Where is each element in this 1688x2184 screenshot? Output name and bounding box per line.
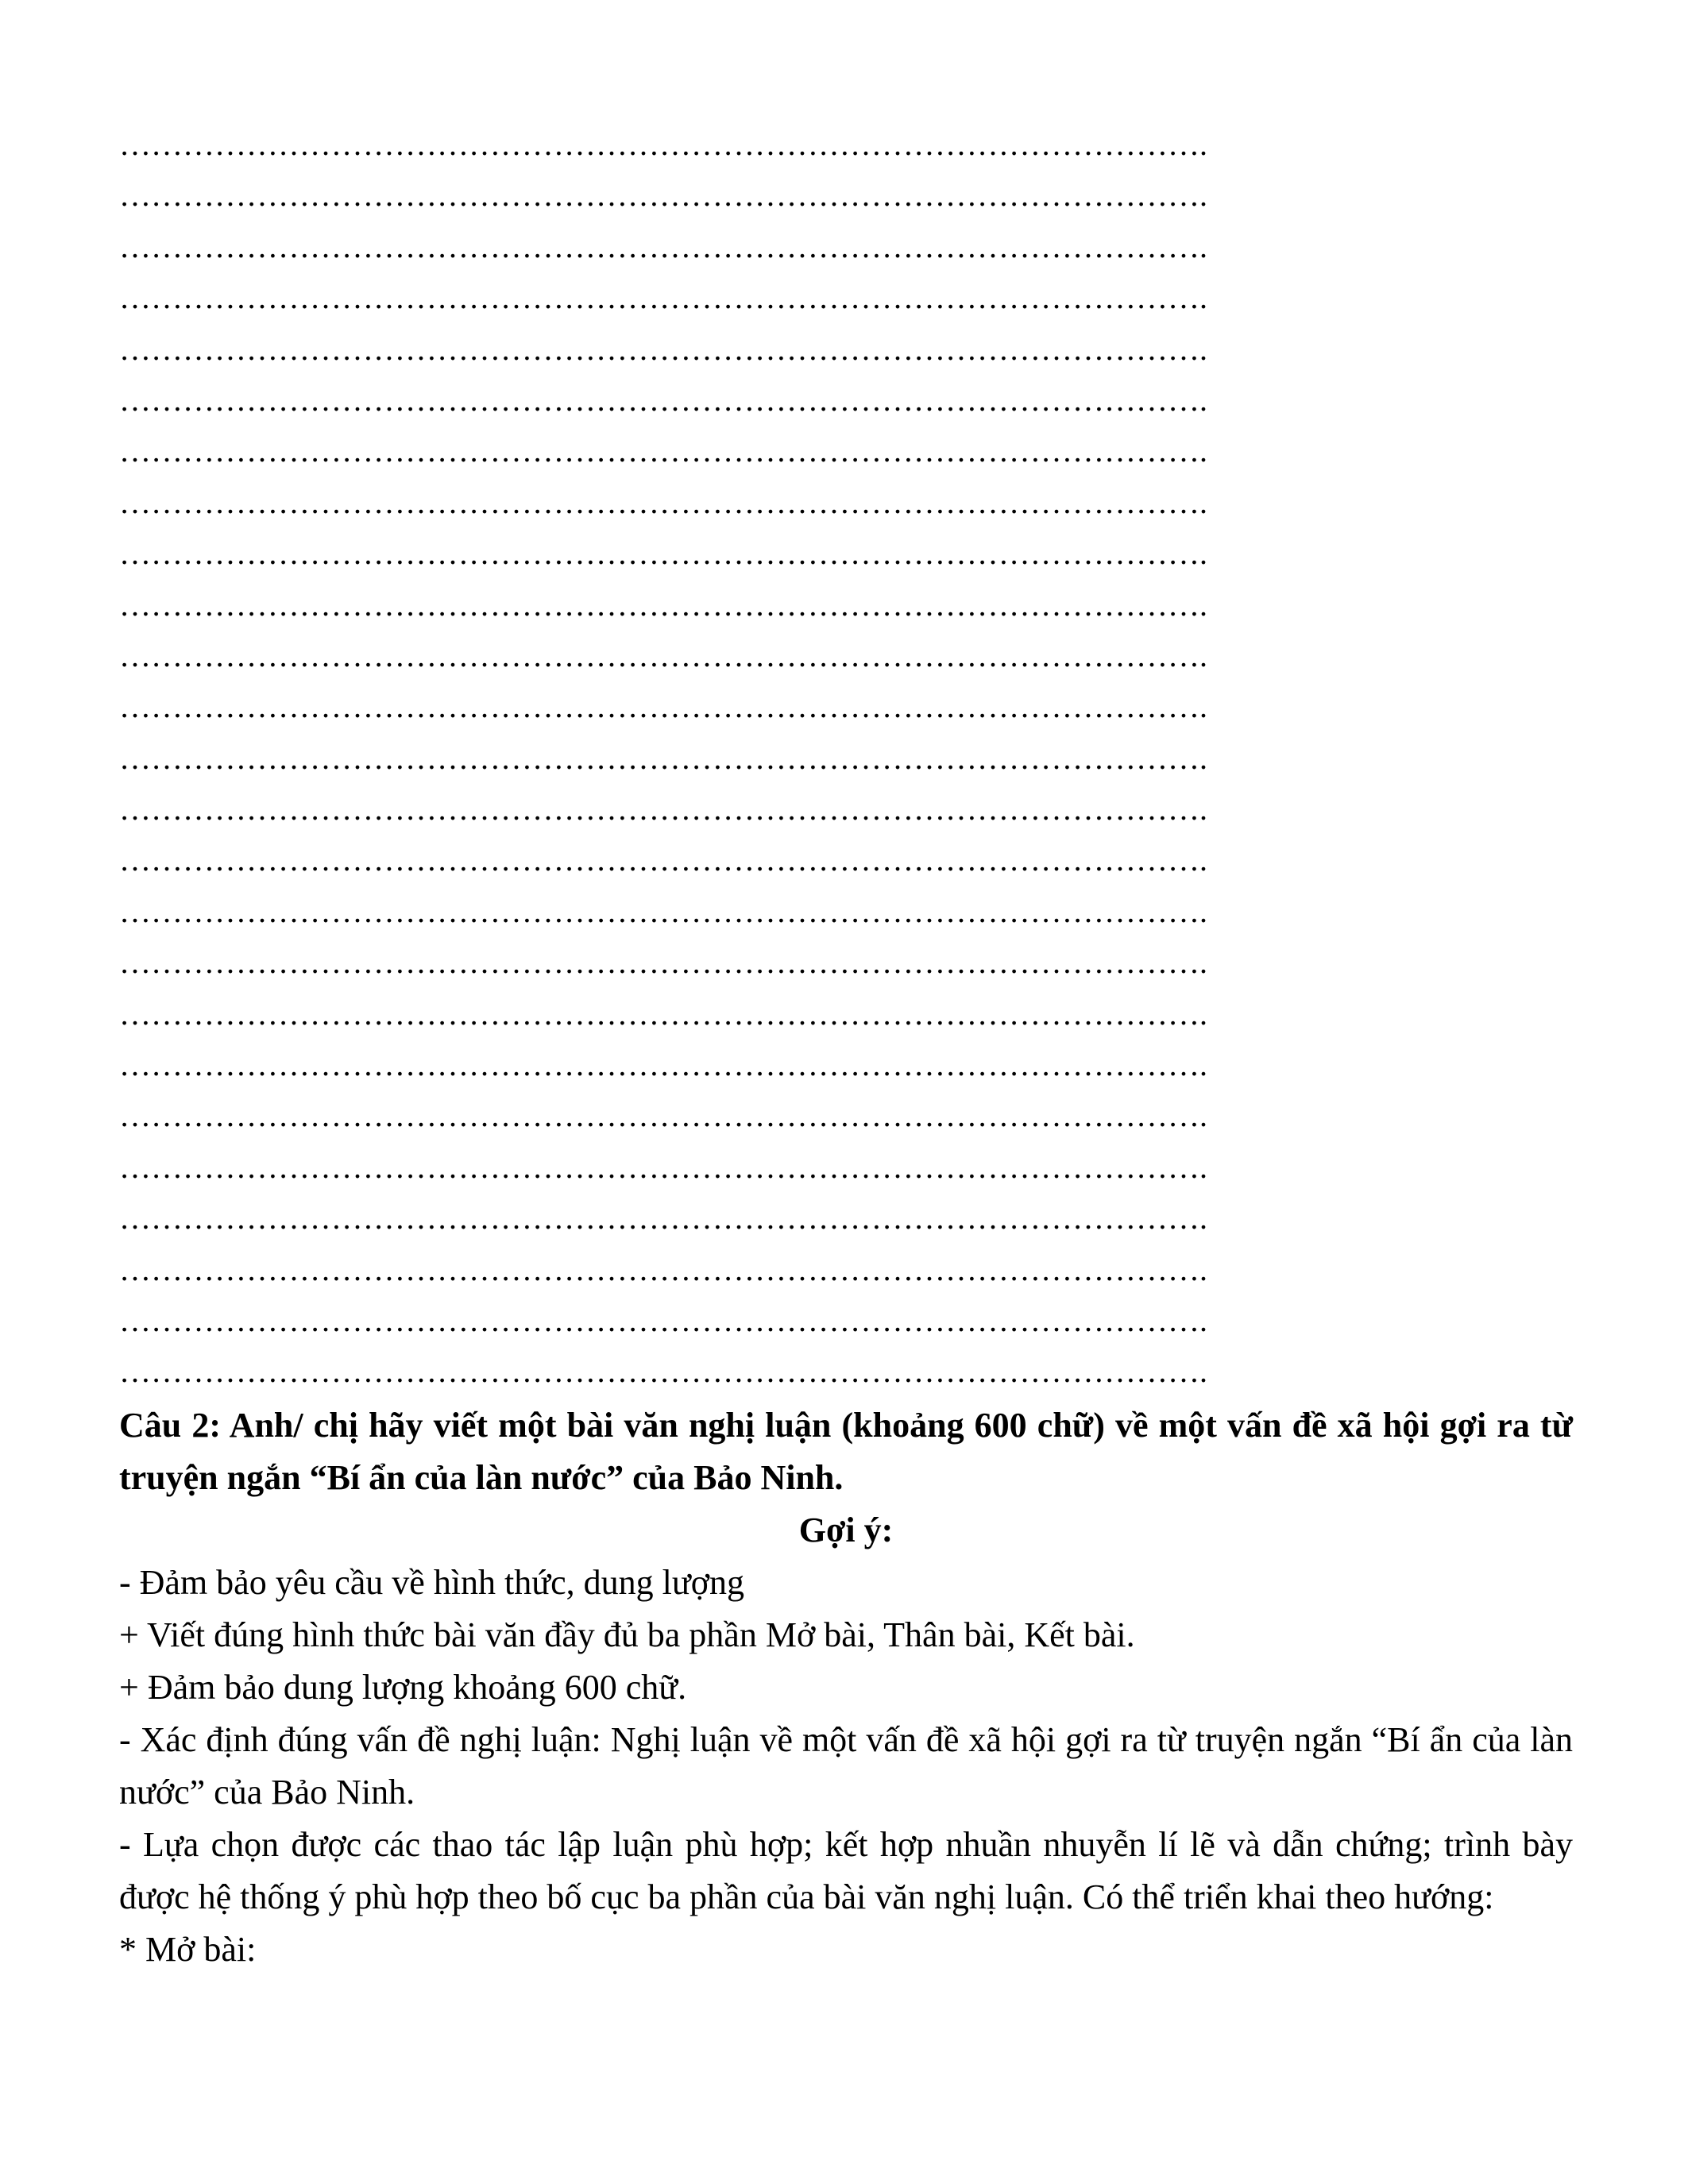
answer-dot-line: …………………………………………………………………………………………. (119, 1251, 1207, 1287)
answer-dot-line: …………………………………………………………………………………………. (119, 791, 1207, 828)
answer-dot-line: …………………………………………………………………………………………. (119, 433, 1207, 469)
answer-dot-line: …………………………………………………………………………………………. (119, 944, 1207, 981)
hint-paragraph: - Đảm bảo yêu cầu về hình thức, dung lượng (119, 1562, 744, 1602)
answer-dot-line: …………………………………………………………………………………………. (119, 893, 1207, 929)
hint-paragraph: + Viết đúng hình thức bài văn đầy đủ ba phần Mở bài, Thân bài, Kết bài. (119, 1615, 1135, 1654)
answer-dot-line: …………………………………………………………………………………………. (119, 1148, 1207, 1185)
hint-body (119, 1557, 1573, 1976)
answer-dot-line: …………………………………………………………………………………………. (119, 1200, 1207, 1237)
answer-dot-line: …………………………………………………………………………………………. (119, 535, 1207, 572)
answer-dot-line: …………………………………………………………………………………………. (119, 177, 1207, 214)
hint-paragraph: - Xác định đúng vấn đề nghị luận: Nghị luận về một vấn đề xã hội gợi ra từ truyện ngắn “Bí ẩn của làn nước” của Bảo Ninh. (119, 1719, 1573, 1812)
answer-dot-line: …………………………………………………………………………………………. (119, 1047, 1207, 1083)
answer-dot-line: …………………………………………………………………………………………. (119, 739, 1207, 776)
answer-dot-line: …………………………………………………………………………………………. (119, 484, 1207, 520)
hint-title: Gợi ý: (798, 1510, 894, 1549)
answer-dot-line: …………………………………………………………………………………………. (119, 995, 1207, 1032)
answer-dot-line: …………………………………………………………………………………………. (119, 689, 1207, 725)
answer-dot-line: …………………………………………………………………………………………. (119, 586, 1207, 623)
answer-dot-line: …………………………………………………………………………………………. (119, 1302, 1207, 1338)
answer-dot-line: …………………………………………………………………………………………. (119, 637, 1207, 673)
answer-dot-line: …………………………………………………………………………………………. (119, 381, 1207, 418)
hint-paragraph: - Lựa chọn được các thao tác lập luận phù hợp; kết hợp nhuần nhuyễn lí lẽ và dẫn chứng; trình bày được hệ thống ý phù hợp theo bố cục ba phần của bài văn nghị luận. Có thể triển khai theo hướng: (119, 1824, 1573, 1916)
answer-dot-line: …………………………………………………………………………………………. (119, 228, 1207, 264)
answer-lines (119, 119, 1573, 1398)
hint-paragraph: * Mở bài: (119, 1929, 257, 1969)
answer-dot-line: …………………………………………………………………………………………. (119, 1098, 1207, 1134)
question-2: Câu 2: Anh/ chị hãy viết một bài văn nghị luận (khoảng 600 chữ) về một vấn đề xã hội gợi ra từ truyện ngắn “Bí ẩn của làn nước” của Bảo Ninh. (119, 1405, 1573, 1497)
answer-dot-line: …………………………………………………………………………………………. (119, 842, 1207, 878)
answer-dot-line: …………………………………………………………………………………………. (119, 330, 1207, 367)
hint-paragraph: + Đảm bảo dung lượng khoảng 600 chữ. (119, 1667, 687, 1707)
document-page (119, 119, 1573, 1976)
answer-dot-line: …………………………………………………………………………………………. (119, 126, 1207, 162)
answer-dot-line: …………………………………………………………………………………………. (119, 280, 1207, 316)
answer-dot-line: …………………………………………………………………………………………. (119, 1353, 1207, 1390)
